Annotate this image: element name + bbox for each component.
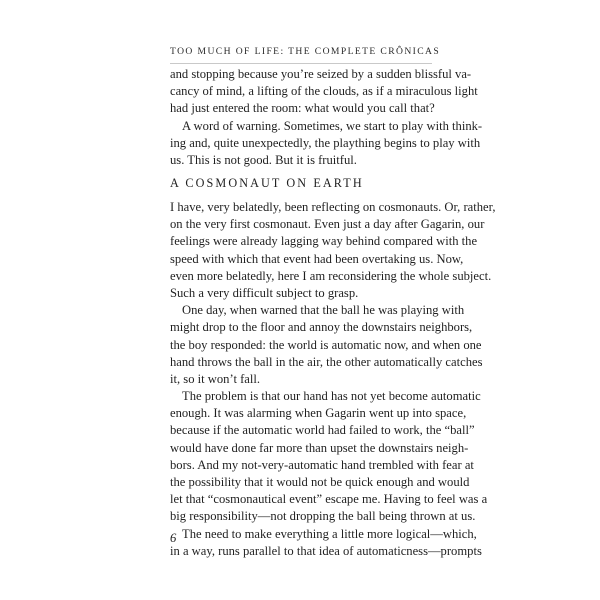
running-head-rule — [170, 63, 432, 64]
running-head: TOO MUCH OF LIFE: THE COMPLETE CRÔNICAS — [170, 46, 441, 57]
text-line: might drop to the floor and annoy the downstairs neighbors, — [170, 320, 473, 335]
text-line: I have, very belatedly, been reflecting on cosmonauts. Or, rather, — [170, 200, 496, 214]
page-number: 6 — [170, 531, 177, 545]
text-line: Such a very difficult subject to grasp. — [170, 285, 359, 300]
text-line: had just entered the room: what would you call that? — [170, 101, 435, 116]
text-line: would have done far more than upset the downstairs neigh- — [170, 440, 469, 455]
text-line: speed with which that event had been overtaking us. Now, — [170, 251, 464, 266]
text-line: cancy of mind, a lifting of the clouds, as if a miraculous light — [170, 84, 478, 99]
top-paragraphs — [170, 66, 483, 169]
text-line: on the very first cosmonaut. Even just a day after Gagarin, our — [170, 217, 485, 232]
text-line: the possibility that it would not be quick enough and would — [170, 475, 470, 489]
text-line: hand throws the ball in the air, the other automatically catches — [170, 354, 483, 369]
text-line: feelings were already lagging way behind compared with the — [170, 234, 478, 249]
text-line: One day, when warned that the ball he was playing with — [182, 303, 465, 318]
text-line: even more belatedly, here I am reconsidering the whole subject. — [170, 268, 492, 283]
text-line: bors. And my not-very-automatic hand trembled with fear at — [170, 457, 474, 472]
text-line: enough. It was alarming when Gagarin went up into space, — [170, 406, 467, 421]
text-line: The need to make everything a little more logical—which, — [182, 526, 477, 541]
text-line: because if the automatic world had failed to work, the “ball” — [170, 423, 475, 438]
body-paragraphs — [170, 199, 496, 560]
text-line: the boy responded: the world is automatic now, and when one — [170, 337, 482, 352]
text-line: it, so it won’t fall. — [170, 371, 261, 386]
text-line: The problem is that our hand has not yet become automatic — [182, 389, 481, 404]
text-line: and stopping because you’re seized by a sudden blissful va- — [170, 67, 472, 81]
text-line: ing and, quite unexpectedly, the plaything begins to play with — [170, 135, 481, 150]
text-line: big responsibility—not dropping the ball being thrown at us. — [170, 509, 476, 524]
text-line: us. This is not good. But it is fruitful. — [170, 152, 357, 167]
text-line: A word of warning. Sometimes, we start to play with think- — [182, 118, 483, 133]
section-heading: A COSMONAUT ON EARTH — [170, 176, 364, 190]
text-line: let that “cosmonautical event” escape me. Having to feel was a — [170, 492, 488, 507]
text-line: in a way, runs parallel to that idea of automaticness—prompts — [170, 543, 482, 558]
